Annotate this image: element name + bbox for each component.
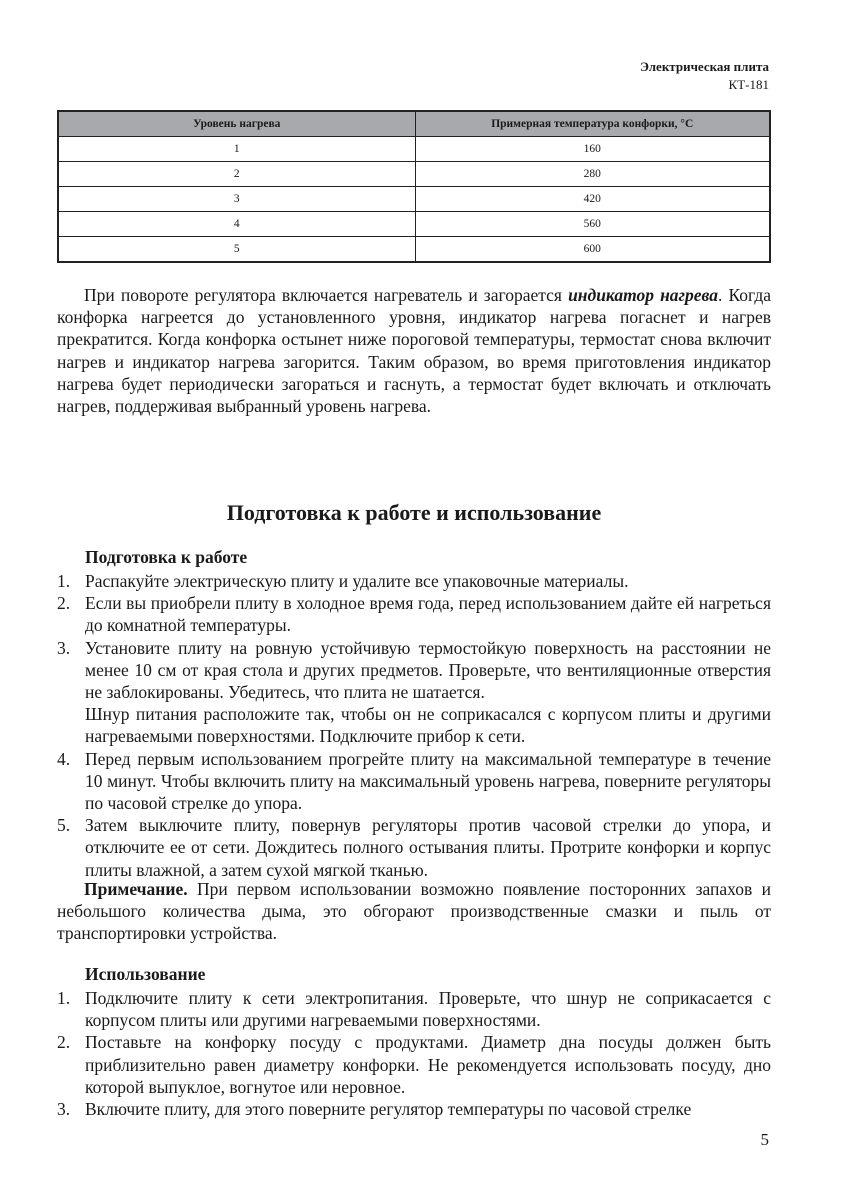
section-title: Подготовка к работе и использование [226,500,602,525]
list-item [57,637,771,748]
item-text: Перед первым использованием прогрейте плиту на максимальной температуре в течение 10 минут. Чтобы включить плиту на максимальный уровень нагрева, поверните регуляторы по часовой стрелке до упора. [85,748,771,814]
list-item [57,1031,771,1098]
item-text: Включите плиту, для этого поверните регулятор температуры по часовой стрелке [85,1099,692,1120]
item-number: 4. [57,748,71,769]
cell-temperature: 560 [415,212,770,237]
item-number: 3. [57,637,71,658]
item-text: Затем выключите плиту, повернув регуляторы против часовой стрелки до упора, и отключите ее от сети. Дождитесь полного остывания плиты. Протрите конфорки и корпус плиты влажной, а затем сухой мягкой тканью. [85,815,771,880]
cell-level: 3 [58,187,415,212]
cell-level: 4 [58,212,415,237]
item-extra-text: Шнур питания расположите так, чтобы он не соприкасался с корпусом плиты и другими нагреваемыми поверхностями. Подключите прибор к сети. [85,704,771,747]
usage-list [57,987,771,1120]
page-number: 5 [760,1130,769,1149]
item-text: Установите плиту на ровную устойчивую термостойкую поверхность на расстоянии не менее 10 см от края стола и других предметов. Проверьте, что вентиляционные отверстия не заблокированы. Убедитесь, что плита не шатается. [85,637,771,703]
cell-level: 2 [58,162,415,187]
cell-temperature: 420 [415,187,770,212]
list-item [57,570,771,592]
list-item [57,748,771,815]
cell-temperature: 280 [415,162,770,187]
table-row [58,187,770,212]
note-paragraph [57,878,771,945]
column-header-level: Уровень нагрева [58,111,415,137]
item-text: Если вы приобрели плиту в холодное время года, перед использованием дайте ей нагреться до комнатной температуры. [85,593,771,636]
column-header-temperature: Примерная температура конфорки, °С [415,111,770,137]
item-number: 3. [57,1099,71,1120]
list-item [57,1098,771,1120]
item-text: Распакуйте электрическую плиту и удалите все упаковочные материалы. [85,571,629,591]
preparation-list [57,570,771,881]
list-item [57,592,771,636]
intro-text-end: . Когда конфорка нагреется до установленного уровня, индикатор нагрева погаснет и нагрев прекратится. Когда конфорка остынет ниже пороговой температуры, термостат снова включит нагрев и индикатор нагрева загорится. Таким образом, во время приготовления индикатор нагрева будет периодически загораться и гаснуть, а термостат будет включать и отключать нагрев, поддерживая выбранный уровень нагрева. [57,285,772,417]
intro-paragraph [57,284,771,417]
cell-level: 1 [58,137,415,162]
item-number: 1. [57,988,71,1008]
page-header [640,58,769,94]
table-row [58,162,770,187]
item-number: 2. [57,593,71,614]
table-row [58,237,770,263]
list-item [57,814,771,881]
table-row [58,137,770,162]
note-text: При первом использовании возможно появление посторонних запахов и небольшого количества дыма, это обгорают производственные смазки и пыль от транспортировки устройства. [57,879,771,944]
heating-level-table [57,110,771,263]
intro-text-start: При повороте регулятора включается нагреватель и загорается [84,285,569,305]
item-number: 1. [57,571,71,591]
header-title: Электрическая плита [640,59,769,74]
item-text: Подключите плиту к сети электропитания. Проверьте, что шнур не соприкасается с корпусом плиты или другими нагреваемыми поверхностями. [85,988,771,1031]
table-header-row [58,111,770,137]
item-text: Поставьте на конфорку посуду с продуктами. Диаметр дна посуды должен быть приблизительно равен диаметру конфорки. Не рекомендуется использовать посуду, дно которой выпуклое, вогнутое или неровное. [85,1032,771,1097]
header-model: КТ-181 [728,77,769,92]
heat-indicator-term: индикатор нагрева [568,285,718,305]
cell-level: 5 [58,237,415,263]
cell-temperature: 600 [415,237,770,263]
cell-temperature: 160 [415,137,770,162]
note-label: Примечание. [84,879,188,899]
item-number: 5. [57,815,71,836]
list-item [57,987,771,1031]
table-row [58,212,770,237]
usage-heading: Использование [85,964,206,984]
preparation-heading: Подготовка к работе [85,547,248,567]
item-number: 2. [57,1032,71,1053]
